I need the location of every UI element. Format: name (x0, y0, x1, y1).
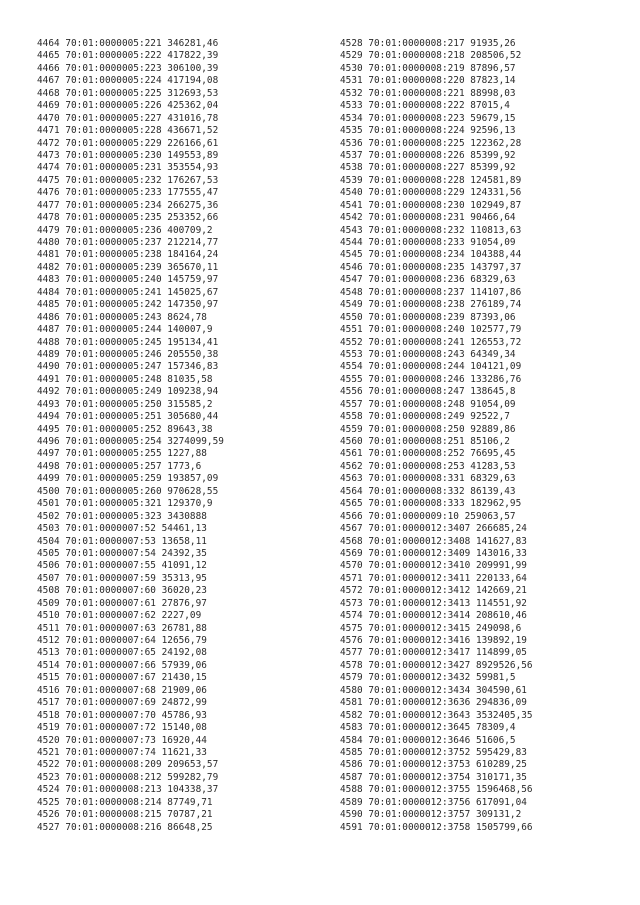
right-column (340, 38, 533, 834)
record-line: 4522 70:01:0000008:209 209653,57 (37, 759, 219, 771)
record-line: 4486 70:01:0000005:243 8624,78 (37, 311, 207, 323)
record-line: 4489 70:01:0000005:246 205550,38 (37, 348, 219, 360)
record-line: 4505 70:01:0000007:54 24392,35 (37, 547, 207, 559)
record-line: 4493 70:01:0000005:250 315585,2 (37, 398, 213, 410)
record-line: 4535 70:01:0000008:224 92596,13 (340, 125, 516, 137)
record-line: 4507 70:01:0000007:59 35313,95 (37, 572, 207, 584)
record-line: 4467 70:01:0000005:224 417194,08 (37, 75, 219, 87)
record-line: 4584 70:01:0000012:3646 51606,5 (340, 734, 516, 746)
record-line: 4561 70:01:0000008:252 76695,45 (340, 448, 516, 460)
left-column (37, 38, 224, 834)
record-line: 4482 70:01:0000005:239 365670,11 (37, 261, 219, 273)
record-line: 4568 70:01:0000012:3408 141627,83 (340, 535, 527, 547)
record-line: 4498 70:01:0000005:257 1773,6 (37, 460, 202, 472)
record-line: 4465 70:01:0000005:222 417822,39 (37, 50, 219, 62)
record-line: 4518 70:01:0000007:70 45786,93 (37, 709, 207, 721)
record-line: 4589 70:01:0000012:3756 617091,04 (340, 796, 527, 808)
record-line: 4502 70:01:0000005:323 3430888 (37, 510, 207, 522)
record-line: 4469 70:01:0000005:226 425362,04 (37, 100, 219, 112)
record-line: 4546 70:01:0000008:235 143797,37 (340, 261, 522, 273)
record-line: 4525 70:01:0000008:214 87749,71 (37, 796, 213, 808)
record-line: 4530 70:01:0000008:219 87896,57 (340, 62, 516, 74)
record-line: 4567 70:01:0000012:3407 266685,24 (340, 523, 527, 535)
record-line: 4536 70:01:0000008:225 122362,28 (340, 137, 522, 149)
record-line: 4577 70:01:0000012:3417 114899,05 (340, 647, 527, 659)
record-line: 4563 70:01:0000008:331 68329,63 (340, 473, 516, 485)
record-line: 4499 70:01:0000005:259 193857,09 (37, 473, 219, 485)
record-line: 4515 70:01:0000007:67 21430,15 (37, 672, 207, 684)
record-line: 4476 70:01:0000005:233 177555,47 (37, 187, 219, 199)
record-line: 4485 70:01:0000005:242 147350,97 (37, 299, 219, 311)
record-line: 4583 70:01:0000012:3645 78309,4 (340, 722, 516, 734)
record-line: 4538 70:01:0000008:227 85399,92 (340, 162, 516, 174)
record-line: 4574 70:01:0000012:3414 208610,46 (340, 610, 527, 622)
record-line: 4551 70:01:0000008:240 102577,79 (340, 324, 522, 336)
record-line: 4540 70:01:0000008:229 124331,56 (340, 187, 522, 199)
record-line: 4569 70:01:0000012:3409 143016,33 (340, 547, 527, 559)
record-line: 4481 70:01:0000005:238 184164,24 (37, 249, 219, 261)
record-line: 4516 70:01:0000007:68 21909,06 (37, 684, 207, 696)
record-line: 4580 70:01:0000012:3434 304590,61 (340, 684, 527, 696)
record-line: 4472 70:01:0000005:229 226166,61 (37, 137, 219, 149)
record-line: 4466 70:01:0000005:223 306100,39 (37, 62, 219, 74)
record-line: 4587 70:01:0000012:3754 310171,35 (340, 771, 527, 783)
record-line: 4503 70:01:0000007:52 54461,13 (37, 523, 207, 535)
record-line: 4586 70:01:0000012:3753 610289,25 (340, 759, 527, 771)
record-line: 4585 70:01:0000012:3752 595429,83 (340, 746, 527, 758)
record-line: 4562 70:01:0000008:253 41283,53 (340, 460, 516, 472)
record-line: 4487 70:01:0000005:244 140007,9 (37, 324, 213, 336)
record-line: 4556 70:01:0000008:247 138645,8 (340, 386, 516, 398)
record-line: 4570 70:01:0000012:3410 209991,99 (340, 560, 527, 572)
record-line: 4497 70:01:0000005:255 1227,88 (37, 448, 207, 460)
record-line: 4508 70:01:0000007:60 36020,23 (37, 585, 207, 597)
record-line: 4479 70:01:0000005:236 400709,2 (37, 224, 213, 236)
record-line: 4566 70:01:0000009:10 259063,57 (340, 510, 516, 522)
record-line: 4559 70:01:0000008:250 92889,86 (340, 423, 516, 435)
record-line: 4579 70:01:0000012:3432 59981,5 (340, 672, 516, 684)
record-line: 4539 70:01:0000008:228 124581,89 (340, 174, 522, 186)
record-line: 4564 70:01:0000008:332 86139,43 (340, 485, 516, 497)
record-line: 4581 70:01:0000012:3636 294836,09 (340, 697, 527, 709)
record-line: 4478 70:01:0000005:235 253352,66 (37, 212, 219, 224)
record-line: 4513 70:01:0000007:65 24192,08 (37, 647, 207, 659)
record-line: 4521 70:01:0000007:74 11621,33 (37, 746, 207, 758)
record-line: 4510 70:01:0000007:62 2227,09 (37, 610, 202, 622)
record-line: 4565 70:01:0000008:333 182962,95 (340, 498, 522, 510)
record-line: 4520 70:01:0000007:73 16920,44 (37, 734, 207, 746)
record-line: 4558 70:01:0000008:249 92522,7 (340, 411, 510, 423)
record-line: 4557 70:01:0000008:248 91054,09 (340, 398, 516, 410)
record-line: 4576 70:01:0000012:3416 139892,19 (340, 635, 527, 646)
record-line: 4514 70:01:0000007:66 57939,06 (37, 659, 207, 671)
record-line: 4480 70:01:0000005:237 212214,77 (37, 237, 219, 248)
record-line: 4524 70:01:0000008:213 104338,37 (37, 784, 219, 796)
record-line: 4575 70:01:0000012:3415 249098,6 (340, 622, 522, 634)
record-line: 4534 70:01:0000008:223 59679,15 (340, 112, 516, 124)
record-line: 4483 70:01:0000005:240 145759,97 (37, 274, 219, 286)
record-line: 4464 70:01:0000005:221 346281,46 (37, 38, 219, 49)
record-line: 4512 70:01:0000007:64 12656,79 (37, 635, 207, 646)
record-line: 4533 70:01:0000008:222 87015,4 (340, 100, 510, 112)
record-line: 4496 70:01:0000005:254 3274099,59 (37, 436, 224, 447)
record-line: 4517 70:01:0000007:69 24872,99 (37, 697, 207, 709)
record-line: 4548 70:01:0000008:237 114107,86 (340, 286, 522, 298)
record-line: 4475 70:01:0000005:232 176267,53 (37, 174, 219, 186)
record-line: 4519 70:01:0000007:72 15140,08 (37, 722, 207, 734)
record-line: 4572 70:01:0000012:3412 142669,21 (340, 585, 527, 597)
record-line: 4529 70:01:0000008:218 208506,52 (340, 50, 522, 62)
record-line: 4526 70:01:0000008:215 70787,21 (37, 809, 213, 821)
record-line: 4573 70:01:0000012:3413 114551,92 (340, 597, 527, 609)
record-line: 4547 70:01:0000008:236 68329,63 (340, 274, 516, 286)
record-line: 4471 70:01:0000005:228 436671,52 (37, 125, 219, 137)
record-line: 4473 70:01:0000005:230 149553,89 (37, 149, 219, 161)
record-line: 4494 70:01:0000005:251 305680,44 (37, 411, 219, 423)
record-line: 4470 70:01:0000005:227 431016,78 (37, 112, 219, 124)
record-line: 4560 70:01:0000008:251 85106,2 (340, 436, 510, 447)
record-line: 4474 70:01:0000005:231 353554,93 (37, 162, 219, 174)
record-line: 4490 70:01:0000005:247 157346,83 (37, 361, 219, 373)
record-line: 4553 70:01:0000008:243 64349,34 (340, 348, 516, 360)
record-line: 4541 70:01:0000008:230 102949,87 (340, 199, 522, 211)
record-line: 4532 70:01:0000008:221 88998,03 (340, 87, 516, 99)
record-line: 4468 70:01:0000005:225 312693,53 (37, 87, 219, 99)
record-line: 4549 70:01:0000008:238 276189,74 (340, 299, 522, 311)
record-line: 4555 70:01:0000008:246 133286,76 (340, 373, 522, 385)
record-line: 4501 70:01:0000005:321 129370,9 (37, 498, 213, 510)
record-line: 4491 70:01:0000005:248 81035,58 (37, 373, 213, 385)
record-line: 4531 70:01:0000008:220 87823,14 (340, 75, 516, 87)
record-line: 4550 70:01:0000008:239 87393,06 (340, 311, 516, 323)
record-line: 4578 70:01:0000012:3427 8929526,56 (340, 659, 533, 671)
record-line: 4504 70:01:0000007:53 13658,11 (37, 535, 207, 547)
record-line: 4591 70:01:0000012:3758 1505799,66 (340, 821, 533, 833)
record-line: 4477 70:01:0000005:234 266275,36 (37, 199, 219, 211)
record-line: 4500 70:01:0000005:260 970628,55 (37, 485, 219, 497)
record-line: 4484 70:01:0000005:241 145025,67 (37, 286, 219, 298)
record-line: 4523 70:01:0000008:212 599282,79 (37, 771, 219, 783)
record-line: 4495 70:01:0000005:252 89643,38 (37, 423, 213, 435)
record-line: 4590 70:01:0000012:3757 309131,2 (340, 809, 522, 821)
record-line: 4528 70:01:0000008:217 91935,26 (340, 38, 516, 49)
record-line: 4506 70:01:0000007:55 41091,12 (37, 560, 207, 572)
record-line: 4509 70:01:0000007:61 27876,97 (37, 597, 207, 609)
record-line: 4588 70:01:0000012:3755 1596468,56 (340, 784, 533, 796)
record-line: 4571 70:01:0000012:3411 220133,64 (340, 572, 527, 584)
record-line: 4488 70:01:0000005:245 195134,41 (37, 336, 219, 348)
record-line: 4544 70:01:0000008:233 91054,09 (340, 237, 516, 248)
record-line: 4552 70:01:0000008:241 126553,72 (340, 336, 522, 348)
record-line: 4537 70:01:0000008:226 85399,92 (340, 149, 516, 161)
record-line: 4543 70:01:0000008:232 110813,63 (340, 224, 522, 236)
record-line: 4492 70:01:0000005:249 109238,94 (37, 386, 219, 398)
record-line: 4511 70:01:0000007:63 26781,88 (37, 622, 207, 634)
record-line: 4542 70:01:0000008:231 90466,64 (340, 212, 516, 224)
record-line: 4545 70:01:0000008:234 104388,44 (340, 249, 522, 261)
record-line: 4582 70:01:0000012:3643 3532405,35 (340, 709, 533, 721)
record-line: 4554 70:01:0000008:244 104121,09 (340, 361, 522, 373)
record-line: 4527 70:01:0000008:216 86648,25 (37, 821, 213, 833)
